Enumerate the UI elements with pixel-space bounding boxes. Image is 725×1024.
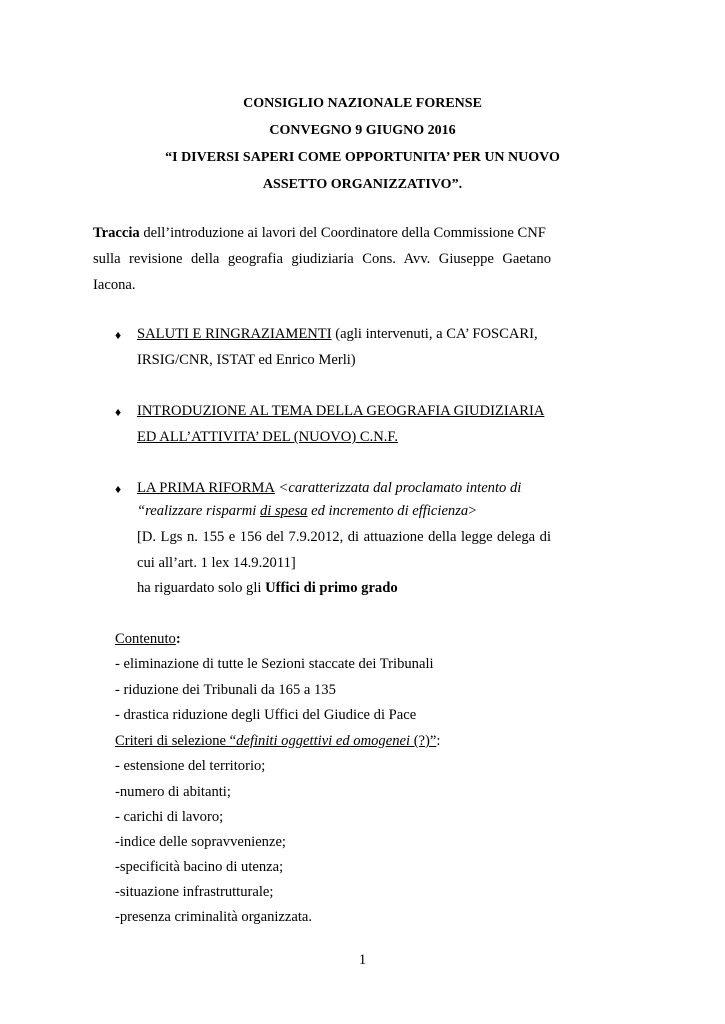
intro-line-2: sulla revisione della geografia giudiziaria Cons. Avv. Giuseppe Gaetano — [93, 251, 551, 267]
bullet-3-line-2-a: “realizzare risparmi — [137, 503, 260, 519]
criteri-item: - carichi di lavoro; — [115, 809, 224, 825]
intro-line-1-text: dell’introduzione ai lavori del Coordinatore della Commissione CNF — [139, 225, 546, 241]
intro-line-1 — [93, 225, 546, 242]
bullet-3-line-5-bold: Uffici di primo grado — [265, 580, 398, 596]
bullet-1-line-1 — [137, 326, 538, 343]
header-line-1: CONSIGLIO NAZIONALE FORENSE — [243, 96, 482, 111]
intro-line-3: Iacona. — [93, 277, 136, 293]
bullet-3-line-5 — [137, 580, 398, 597]
bullet-diamond-icon: ♦ — [115, 482, 122, 496]
bullet-3-heading: LA PRIMA RIFORMA — [137, 480, 275, 496]
header-line-4: ASSETTO ORGANIZZATIVO”. — [262, 177, 463, 192]
bullet-3-line-2-b: ed incremento di efficienza — [307, 503, 469, 519]
criteri-item: -indice delle sopravvenienze; — [115, 834, 286, 850]
bullet-3-line-4: cui all’art. 1 lex 14.9.2011] — [137, 555, 296, 571]
bullet-diamond-icon: ♦ — [115, 328, 122, 342]
bullet-2-line-1: INTRODUZIONE AL TEMA DELLA GEOGRAFIA GIUDIZIARIA — [137, 403, 545, 419]
contenuto-title — [115, 631, 181, 648]
criteri-item: -presenza criminalità organizzata. — [115, 909, 313, 925]
contenuto-item: - eliminazione di tutte le Sezioni staccate dei Tribunali — [115, 656, 434, 672]
page-number: 1 — [358, 952, 367, 968]
bullet-2-line-2: ED ALL’ATTIVITA’ DEL (NUOVO) C.N.F. — [137, 429, 398, 445]
criteri-item: - estensione del territorio; — [115, 758, 266, 774]
contenuto-item: - drastica riduzione degli Uffici del Giudice di Pace — [115, 707, 417, 723]
contenuto-item: - riduzione dei Tribunali da 165 a 135 — [115, 682, 336, 698]
bullet-3-line-1 — [137, 480, 521, 497]
bullet-1-rest: (agli intervenuti, a CA’ FOSCARI, — [331, 326, 538, 342]
bullet-1-heading: SALUTI E RINGRAZIAMENTI — [137, 326, 332, 342]
bullet-3-line-3: [D. Lgs n. 155 e 156 del 7.9.2012, di attuazione della legge delega di — [137, 529, 551, 545]
criteri-rest: (?)” — [410, 733, 437, 749]
bullet-3-italic: <caratterizzata dal proclamato intento di — [274, 480, 522, 496]
intro-bold-word: Traccia — [93, 225, 140, 241]
bullet-3-line-2-underlined: di spesa — [260, 503, 308, 519]
bullet-diamond-icon: ♦ — [115, 405, 122, 419]
criteri-item: -specificità bacino di utenza; — [115, 859, 284, 875]
header-line-3: “I DIVERSI SAPERI COME OPPORTUNITA’ PER UN NUOVO — [165, 150, 560, 165]
contenuto-title-text: Contenuto — [115, 631, 176, 647]
bullet-3-line-2-c: > — [468, 503, 477, 519]
header-line-2: CONVEGNO 9 GIUGNO 2016 — [269, 123, 456, 138]
criteri-item: -situazione infrastrutturale; — [115, 884, 274, 900]
criteri-colon: : — [436, 733, 441, 749]
bullet-1-line-2: IRSIG/CNR, ISTAT ed Enrico Merli) — [137, 352, 356, 368]
criteri-label: Criteri di selezione “ — [115, 733, 237, 749]
criteri-italic: definiti oggettivi ed omogenei — [236, 733, 411, 749]
contenuto-colon: : — [175, 631, 181, 647]
criteri-title — [115, 733, 440, 750]
criteri-item: -numero di abitanti; — [115, 784, 231, 800]
bullet-3-line-5-a: ha riguardato solo gli — [137, 580, 266, 596]
bullet-3-line-2 — [137, 503, 476, 520]
